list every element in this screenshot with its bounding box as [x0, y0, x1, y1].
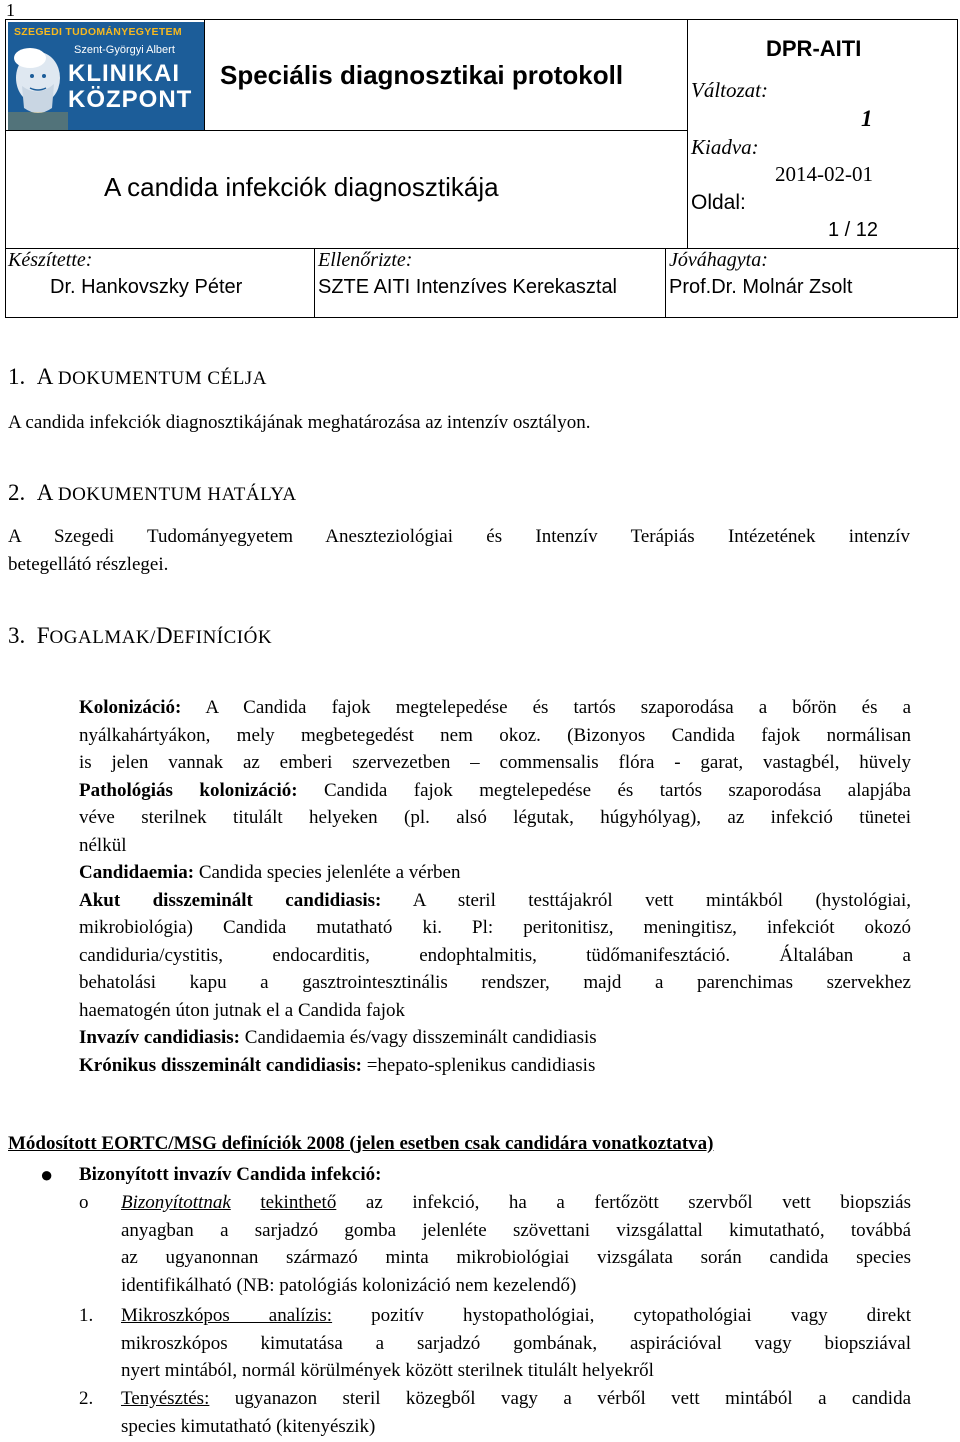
proven-definition-line: identifikálható (NB: patológiás kolonizáció nem kezelendő)	[121, 1274, 577, 1296]
proven-infection-heading: Bizonyított invazív Candida infekció:	[79, 1164, 382, 1185]
definition-line: Invazív candidiasis: Candidaemia és/vagy disszeminált candidiasis	[79, 1027, 597, 1048]
definition-line: behatolási kapu a gasztrointesztinális rendszer, majd a parenchimas szervekhez	[79, 972, 911, 993]
section-2-text-line-2: betegellátó részlegei.	[8, 554, 169, 575]
bullet-icon: ●	[40, 1162, 54, 1187]
section-2-text-line-1: A Szegedi Tudományegyetem Aneszteziológiai és Intenzív Terápiás Intézetének intenzív	[8, 526, 910, 547]
definition-line: Krónikus disszeminált candidiasis: =hepato-splenikus candidiasis	[79, 1054, 596, 1076]
logo-center-text: KÖZPONT	[68, 86, 193, 113]
protocol-title: Speciális diagnosztikai protokoll	[220, 60, 624, 90]
checked-value: SZTE AITI Intenzíves Kerekasztal	[318, 276, 618, 298]
definition-line: nélkül	[79, 834, 127, 856]
microscopy-item	[121, 1302, 911, 1385]
document-header-table	[5, 19, 958, 318]
definition-term-candidaemia: Candidaemia:	[79, 862, 195, 883]
logo-university-text: SZEGEDI TUDOMÁNYEGYETEM	[14, 26, 182, 38]
proven-term: Bizonyítottnak	[121, 1192, 231, 1213]
definition-line: Candidaemia: Candida species jelenléte a vérben	[79, 862, 461, 883]
page-label: Oldal:	[691, 191, 746, 214]
proven-definition-line: anyagban a sarjadzó gomba jelenléte szövettani vizsgálattal kimutatható, továbbá	[121, 1219, 911, 1241]
culture-line: species kimutatható (kitenyészik)	[121, 1415, 376, 1437]
definition-line: véve sterilnek titulált helyeken (pl. alsó légutak, húgyhólyag), az infekció tünetei	[79, 807, 911, 828]
definition-term-pathological-colonization: Pathológiás kolonizáció:	[79, 779, 298, 801]
prepared-value: Dr. Hankovszky Péter	[50, 276, 243, 298]
protocol-subtitle: A candida infekciók diagnosztikája	[104, 172, 499, 202]
microscopy-term: Mikroszkópos analízis:	[121, 1305, 333, 1326]
approved-label: Jóváhagyta:	[669, 249, 768, 271]
definition-term-acute-disseminated: Akut disszeminált candidiasis:	[79, 889, 382, 911]
clinic-logo	[8, 22, 204, 130]
section-3-heading: 3. FOGALMAK/DEFINÍCIÓK	[8, 623, 273, 648]
considered-term: tekinthető	[260, 1192, 337, 1213]
eortc-heading: Módosított EORTC/MSG definíciók 2008 (jelen esetben csak candidára vonatkoztatva)	[8, 1133, 714, 1154]
logo-clinic-text: KLINIKAI	[68, 60, 180, 87]
list-item-number: 1.	[79, 1305, 94, 1326]
prepared-label: Készítette:	[8, 249, 93, 271]
issued-value: 2014-02-01	[775, 162, 873, 186]
definition-line: Pathológiás kolonizáció: Candida fajok megtelepedése és tartós szaporodása alapjába	[79, 779, 911, 801]
version-label: Változat:	[691, 78, 768, 102]
microscopy-line: mikroszkópos kimutatása a sarjadzó gombának, aspirációval vagy biopsziával	[121, 1332, 911, 1354]
sub-bullet-marker: o	[79, 1192, 89, 1213]
definition-line: mikrobiológia) Candida mutatható ki. Pl: peritonitisz, meningitisz, infekciót okozó	[79, 917, 911, 938]
culture-item	[121, 1385, 911, 1440]
definition-line: haematogén úton jutnak el a Candida fajok	[79, 999, 406, 1021]
definition-term-colonization: Kolonizáció:	[79, 697, 182, 718]
section-2-heading: 2. A DOKUMENTUM HATÁLYA	[8, 480, 297, 505]
definition-line: nyálkahártyákon, mely megbetegedést nem okoz. (Bizonyos Candida fajok normálisan	[79, 724, 911, 746]
document-code: DPR-AITI	[766, 36, 862, 61]
section-1-heading: 1. A DOKUMENTUM CÉLJA	[8, 364, 267, 389]
culture-term: Tenyésztés:	[121, 1388, 210, 1409]
checked-label: Ellenőrizte:	[318, 249, 413, 271]
page-count-value: 1 / 12	[828, 219, 879, 241]
page-number: 1	[6, 0, 15, 20]
microscopy-line: Mikroszkópos analízis: pozitív hystopathológiai, cytopathológiai vagy direkt	[121, 1305, 911, 1326]
approved-value: Prof.Dr. Molnár Zsolt	[669, 276, 853, 298]
proven-definition-line: az ugyanonnan származó minta mikrobiológiai vizsgálata során candida species	[121, 1247, 911, 1268]
version-value: 1	[861, 106, 873, 131]
logo-name-text: Szent-Györgyi Albert	[74, 44, 175, 56]
microscopy-line: nyert mintából, normál körülmények között sterilnek titulált helyekről	[121, 1360, 654, 1381]
issued-label: Kiadva:	[691, 135, 759, 159]
definition-line: Akut disszeminált candidiasis: A steril testtájakról vett mintákból (hystológiai,	[79, 889, 911, 911]
proven-definition-line: Bizonyítottnak tekinthető az infekció, ha a fertőzött szervből vett biopsziás	[121, 1192, 912, 1213]
section-1-text: A candida infekciók diagnosztikájának meghatározása az intenzív osztályon.	[8, 412, 591, 433]
definition-line: Kolonizáció: A Candida fajok megtelepedése és tartós szaporodása a bőrön és a	[79, 697, 911, 718]
definition-term-invasive: Invazív candidiasis:	[79, 1027, 241, 1048]
culture-line: Tenyésztés: ugyanazon steril közegből vagy a vérből vett mintából a candida	[121, 1388, 911, 1409]
definition-line: is jelen vannak az emberi szervezetben – commensalis flóra - garat, vastagbél, hüvely	[79, 752, 911, 773]
definitions-block	[79, 694, 911, 1079]
proven-definition-block	[121, 1189, 911, 1299]
list-item-number: 2.	[79, 1388, 94, 1409]
definition-line: candiduria/cystitis, endocarditis, endophtalmitis, tüdőmanifesztáció. Általában a	[79, 944, 911, 966]
definition-term-chronic-disseminated: Krónikus disszeminált candidiasis:	[79, 1054, 362, 1076]
